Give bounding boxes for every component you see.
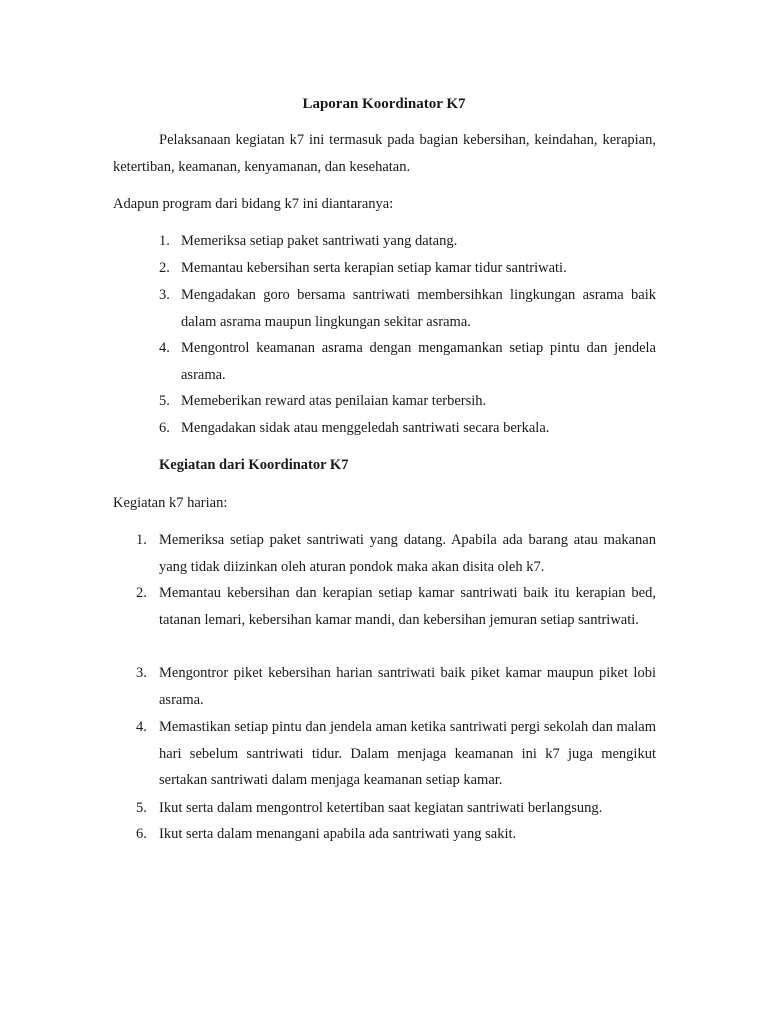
list-text: Mengadakan sidak atau menggeledah santriwati secara berkala.: [181, 420, 550, 436]
list-number: 3.: [159, 287, 170, 303]
list-number: 4.: [136, 719, 147, 735]
list-text: Memeriksa setiap paket santriwati yang datang.: [181, 233, 458, 249]
daily-intro: Kegiatan k7 harian:: [113, 495, 228, 511]
section-heading: Kegiatan dari Koordinator K7: [159, 457, 349, 473]
program-item: [159, 228, 656, 255]
list-text: Mengontrol keamanan asrama dengan mengamankan setiap pintu dan jendela asrama.: [181, 340, 656, 383]
list-text: Memeberikan reward atas penilaian kamar terbersih.: [181, 393, 487, 409]
list-text: Ikut serta dalam mengontrol ketertiban saat kegiatan santriwati berlangsung.: [159, 800, 603, 816]
list-text: Mengadakan goro bersama santriwati membersihkan lingkungan asrama baik dalam asrama maupun lingkungan sekitar asrama.: [181, 287, 656, 330]
list-number: 5.: [159, 393, 170, 409]
list-text: Memastikan setiap pintu dan jendela aman ketika santriwati pergi sekolah dan malam hari sebelum santriwati tidur. Dalam menjaga keamanan ini k7 juga mengikut sertakan santriwati dalam menjaga keamanan setiap kamar.: [159, 719, 656, 788]
list-text: Memantau kebersihan serta kerapian setiap kamar tidur santriwati.: [181, 260, 567, 276]
program-item: [159, 335, 656, 388]
list-number: 2.: [159, 260, 170, 276]
list-text: Mengontror piket kebersihan harian santriwati baik piket kamar maupun piket lobi asrama.: [159, 665, 656, 708]
document-title: Laporan Koordinator K7: [302, 96, 466, 112]
program-item: [159, 415, 656, 442]
list-text: Ikut serta dalam menangani apabila ada santriwati yang sakit.: [159, 826, 517, 842]
daily-item: [136, 714, 656, 794]
intro-paragraph: Pelaksanaan kegiatan k7 ini termasuk pada bagian kebersihan, keindahan, kerapian, ketertiban, keamanan, kenyamanan, dan kesehatan.: [113, 132, 656, 175]
list-number: 5.: [136, 800, 147, 816]
list-number: 4.: [159, 340, 170, 356]
program-intro: Adapun program dari bidang k7 ini diantaranya:: [113, 196, 394, 212]
list-text: Memeriksa setiap paket santriwati yang datang. Apabila ada barang atau makanan yang tidak diizinkan oleh aturan pondok maka akan disita oleh k7.: [159, 532, 656, 575]
program-item: [159, 282, 656, 335]
list-number: 1.: [136, 532, 147, 548]
program-item: [159, 255, 656, 282]
daily-item: [136, 821, 656, 848]
list-number: 3.: [136, 665, 147, 681]
daily-item: [136, 580, 656, 633]
daily-item: [136, 660, 656, 713]
list-number: 6.: [136, 826, 147, 842]
list-number: 1.: [159, 233, 170, 249]
list-number: 6.: [159, 420, 170, 436]
daily-item: [136, 527, 656, 580]
program-item: [159, 388, 656, 415]
daily-item: [136, 795, 656, 822]
list-number: 2.: [136, 585, 147, 601]
list-text: Memantau kebersihan dan kerapian setiap kamar santriwati baik itu kerapian bed, tatanan lemari, kebersihan kamar mandi, dan kebersihan jemuran setiap santriwati.: [159, 585, 656, 628]
